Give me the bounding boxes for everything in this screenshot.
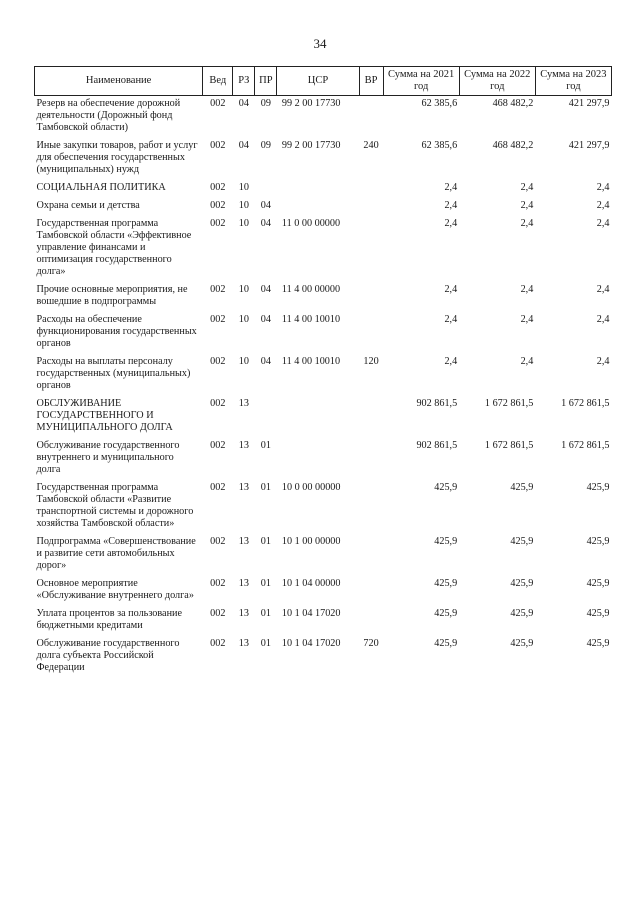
row-vr: [359, 576, 383, 606]
row-rz: 13: [238, 398, 249, 409]
row-name: Резерв на обеспечение дорожной деятельности (Дорожный фонд Тамбовской области): [36, 98, 181, 133]
row-sum-2023: 2,4: [596, 314, 610, 325]
row-sum-2021: 2,4: [444, 284, 458, 295]
table-header: [35, 67, 612, 96]
row-ved: 002: [210, 140, 226, 151]
row-name: Основное мероприятие «Обслуживание внутреннего долга»: [36, 578, 194, 601]
row-sum-2022: 468 482,2: [492, 98, 534, 109]
row-vr: [359, 282, 383, 312]
row-ved: 002: [210, 356, 226, 367]
page-number: 34: [313, 36, 327, 51]
row-csr: 99 2 00 17730: [281, 98, 341, 109]
row-sum-2022: 2,4: [520, 200, 534, 211]
row-sum-2022: 425,9: [510, 638, 534, 649]
row-csr: [277, 198, 359, 216]
row-sum-2021: 902 861,5: [416, 440, 458, 451]
row-sum-2023: 1 672 861,5: [561, 398, 610, 409]
table-row: [35, 636, 612, 678]
header-csr: ЦСР: [277, 67, 359, 96]
table-row: [35, 180, 612, 198]
header-vr: ВР: [359, 67, 383, 96]
row-rz: 13: [238, 536, 249, 547]
row-pr: 09: [260, 140, 271, 151]
row-sum-2023: 421 297,9: [568, 140, 610, 151]
row-name: Прочие основные мероприятия, не вошедшие в подпрограммы: [36, 284, 188, 307]
row-ved: 002: [210, 284, 226, 295]
row-csr: 10 1 00 00000: [281, 536, 341, 547]
row-sum-2023: 425,9: [586, 578, 610, 589]
row-csr: [277, 180, 359, 198]
row-csr: [277, 396, 359, 438]
table-row: [35, 198, 612, 216]
row-ved: 002: [210, 182, 226, 193]
row-pr: 04: [260, 200, 271, 211]
row-sum-2022: 2,4: [520, 284, 534, 295]
row-sum-2021: 2,4: [444, 200, 458, 211]
row-vr: [359, 606, 383, 636]
row-sum-2021: 2,4: [444, 356, 458, 367]
row-sum-2021: 425,9: [434, 608, 458, 619]
row-sum-2023: 2,4: [596, 182, 610, 193]
table-row: [35, 438, 612, 480]
table-row: [35, 282, 612, 312]
row-ved: 002: [210, 398, 226, 409]
table-row: [35, 96, 612, 139]
row-name: Подпрограмма «Совершенствование и развитие сети автомобильных дорог»: [36, 536, 196, 571]
row-sum-2022: 425,9: [510, 482, 534, 493]
budget-table: [34, 66, 612, 678]
row-name: ОБСЛУЖИВАНИЕ ГОСУДАРСТВЕННОГО И МУНИЦИПАЛЬНОГО ДОЛГА: [36, 398, 173, 433]
row-vr: [359, 438, 383, 480]
row-csr: 10 1 04 00000: [281, 578, 341, 589]
table-row: [35, 354, 612, 396]
row-sum-2023: 425,9: [586, 536, 610, 547]
row-sum-2023: 425,9: [586, 482, 610, 493]
row-name: Иные закупки товаров, работ и услуг для обеспечения государственных (муниципальных) нужд: [36, 140, 198, 175]
row-name: Уплата процентов за пользование бюджетными кредитами: [36, 608, 183, 631]
header-rz: РЗ: [233, 67, 255, 96]
table-row: [35, 576, 612, 606]
row-sum-2023: 425,9: [586, 638, 610, 649]
row-rz: 13: [238, 482, 249, 493]
row-vr: [359, 396, 383, 438]
row-csr: 10 0 00 00000: [281, 482, 341, 493]
row-sum-2021: 62 385,6: [421, 140, 458, 151]
row-vr: [359, 480, 383, 534]
row-sum-2022: 1 672 861,5: [484, 398, 534, 409]
row-sum-2023: 425,9: [586, 608, 610, 619]
table-body: [35, 96, 612, 679]
header-sum-2021: Сумма на 2021 год: [383, 67, 459, 96]
row-sum-2022: 2,4: [520, 314, 534, 325]
row-sum-2023: 421 297,9: [568, 98, 610, 109]
row-rz: 13: [238, 638, 249, 649]
row-sum-2023: 1 672 861,5: [561, 440, 610, 451]
header-pr: ПР: [255, 67, 277, 96]
row-sum-2021: 425,9: [434, 536, 458, 547]
row-sum-2021: 2,4: [444, 182, 458, 193]
row-ved: 002: [210, 200, 226, 211]
row-ved: 002: [210, 608, 226, 619]
table-row: [35, 312, 612, 354]
row-sum-2022: 468 482,2: [492, 140, 534, 151]
row-name: Обслуживание государственного внутреннего и муниципального долга: [36, 440, 180, 475]
row-ved: 002: [210, 638, 226, 649]
row-sum-2021: 425,9: [434, 578, 458, 589]
row-vr: [359, 216, 383, 282]
row-name: Охрана семьи и детства: [36, 200, 140, 211]
row-sum-2021: 425,9: [434, 638, 458, 649]
row-sum-2023: 2,4: [596, 284, 610, 295]
row-pr: [255, 396, 277, 438]
row-name: СОЦИАЛЬНАЯ ПОЛИТИКА: [36, 182, 166, 193]
row-name: Государственная программа Тамбовской области «Развитие транспортной системы и дорожного хозяйства Тамбовской области»: [36, 482, 194, 529]
row-sum-2023: 2,4: [596, 218, 610, 229]
row-pr: 04: [260, 218, 271, 229]
row-vr: 720: [363, 638, 379, 649]
table-row: [35, 138, 612, 180]
row-csr: 11 4 00 00000: [281, 284, 341, 295]
header-sum-2022: Сумма на 2022 год: [459, 67, 535, 96]
table-row: [35, 534, 612, 576]
row-vr: [359, 198, 383, 216]
row-sum-2021: 62 385,6: [421, 98, 458, 109]
row-pr: 01: [260, 536, 271, 547]
row-ved: 002: [210, 314, 226, 325]
row-ved: 002: [210, 98, 226, 109]
row-rz: 04: [238, 140, 249, 151]
row-vr: [359, 96, 383, 139]
row-pr: 01: [260, 482, 271, 493]
row-rz: 10: [238, 182, 249, 193]
row-name: Обслуживание государственного долга субъекта Российской Федерации: [36, 638, 180, 673]
row-vr: [359, 534, 383, 576]
row-pr: 04: [260, 314, 271, 325]
row-rz: 04: [238, 98, 249, 109]
row-pr: 01: [260, 608, 271, 619]
row-vr: [359, 180, 383, 198]
row-pr: 01: [260, 440, 271, 451]
row-name: Расходы на выплаты персоналу государственных (муниципальных) органов: [36, 356, 191, 391]
row-vr: 120: [363, 356, 379, 367]
row-pr: 01: [260, 578, 271, 589]
row-rz: 10: [238, 314, 249, 325]
row-sum-2023: 2,4: [596, 200, 610, 211]
row-csr: [277, 438, 359, 480]
header-sum-2023: Сумма на 2023 год: [535, 67, 611, 96]
row-ved: 002: [210, 440, 226, 451]
row-sum-2021: 425,9: [434, 482, 458, 493]
row-sum-2023: 2,4: [596, 356, 610, 367]
row-csr: 11 0 00 00000: [281, 218, 341, 229]
table-row: [35, 480, 612, 534]
row-pr: 04: [260, 284, 271, 295]
row-sum-2022: 425,9: [510, 578, 534, 589]
row-rz: 13: [238, 578, 249, 589]
row-rz: 10: [238, 200, 249, 211]
row-csr: 10 1 04 17020: [281, 608, 341, 619]
row-rz: 13: [238, 608, 249, 619]
header-name: Наименование: [35, 67, 203, 96]
row-vr: [359, 312, 383, 354]
row-rz: 10: [238, 284, 249, 295]
header-ved: Вед: [203, 67, 233, 96]
row-sum-2021: 2,4: [444, 314, 458, 325]
row-pr: 09: [260, 98, 271, 109]
row-sum-2022: 2,4: [520, 356, 534, 367]
row-rz: 13: [238, 440, 249, 451]
row-vr: 240: [363, 140, 379, 151]
row-ved: 002: [210, 578, 226, 589]
table-row: [35, 396, 612, 438]
row-rz: 10: [238, 356, 249, 367]
row-csr: 99 2 00 17730: [281, 140, 341, 151]
row-sum-2022: 425,9: [510, 608, 534, 619]
row-sum-2021: 2,4: [444, 218, 458, 229]
row-name: Государственная программа Тамбовской области «Эффективное управление финансами и оптимизация государственного долга»: [36, 218, 192, 277]
table-row: [35, 606, 612, 636]
row-ved: 002: [210, 482, 226, 493]
row-pr: 01: [260, 638, 271, 649]
row-csr: 11 4 00 10010: [281, 314, 341, 325]
row-sum-2021: 902 861,5: [416, 398, 458, 409]
row-csr: 10 1 04 17020: [281, 638, 341, 649]
row-sum-2022: 2,4: [520, 218, 534, 229]
table-row: [35, 216, 612, 282]
row-sum-2022: 425,9: [510, 536, 534, 547]
row-sum-2022: 1 672 861,5: [484, 440, 534, 451]
row-name: Расходы на обеспечение функционирования государственных органов: [36, 314, 197, 349]
row-sum-2022: 2,4: [520, 182, 534, 193]
row-ved: 002: [210, 536, 226, 547]
row-ved: 002: [210, 218, 226, 229]
row-pr: [255, 180, 277, 198]
row-rz: 10: [238, 218, 249, 229]
row-csr: 11 4 00 10010: [281, 356, 341, 367]
row-pr: 04: [260, 356, 271, 367]
